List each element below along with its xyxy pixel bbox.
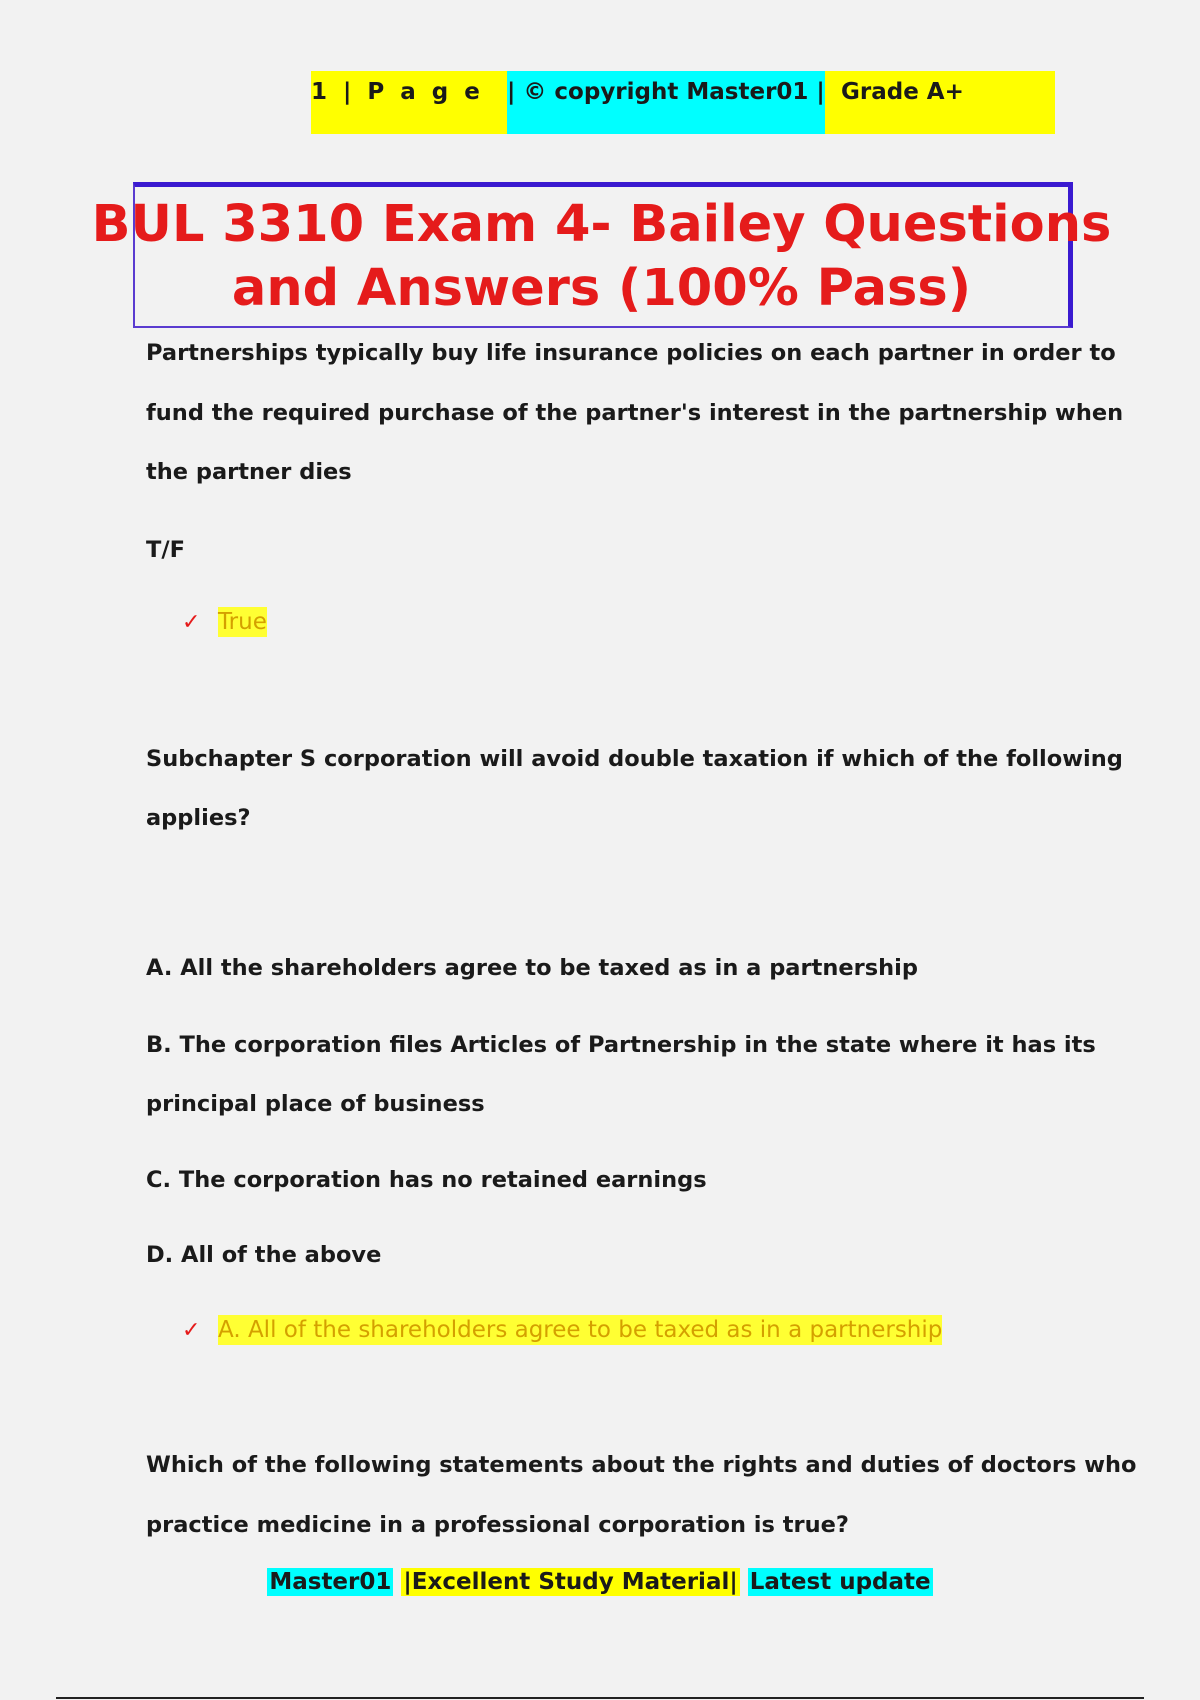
question-2-answer bbox=[182, 1315, 942, 1345]
question-2-option-c: C. The corporation has no retained earnings bbox=[146, 1167, 707, 1193]
question-2-option-d: D. All of the above bbox=[146, 1242, 382, 1268]
question-2-answer-text: A. All of the shareholders agree to be taxed as in a partnership bbox=[218, 1317, 943, 1343]
page-footer bbox=[0, 1568, 1200, 1596]
copyright-notice: | © copyright Master01 | bbox=[507, 71, 825, 134]
footer-author: Master01 bbox=[269, 1569, 392, 1595]
footer-tagline: |Excellent Study Material| bbox=[403, 1569, 738, 1595]
question-1-line-1: Partnerships typically buy life insurance policies on each partner in order to bbox=[146, 340, 1116, 366]
bottom-divider bbox=[56, 1697, 1144, 1699]
question-1-line-3: the partner dies bbox=[146, 459, 352, 485]
grade-label: Grade A+ bbox=[825, 71, 1055, 134]
page-number: 1 | P a g e bbox=[311, 71, 507, 134]
question-1-answer bbox=[182, 607, 267, 637]
question-3-line-1: Which of the following statements about the rights and duties of doctors who bbox=[146, 1452, 1137, 1478]
footer-update: Latest update bbox=[749, 1569, 931, 1595]
document-title-line-1: BUL 3310 Exam 4- Bailey Questions bbox=[91, 194, 1112, 254]
check-mark-icon: ✓ bbox=[182, 1317, 201, 1343]
check-mark-icon: ✓ bbox=[182, 609, 201, 635]
question-2-option-a: A. All the shareholders agree to be taxed as in a partnership bbox=[146, 955, 918, 981]
question-3-line-2: practice medicine in a professional corporation is true? bbox=[146, 1512, 849, 1538]
question-2-line-1: Subchapter S corporation will avoid double taxation if which of the following bbox=[146, 746, 1123, 772]
question-1-line-2: fund the required purchase of the partner's interest in the partnership when bbox=[146, 400, 1124, 426]
question-1-answer-text: True bbox=[218, 609, 267, 635]
question-2-option-b-line-1: B. The corporation files Articles of Partnership in the state where it has its bbox=[146, 1032, 1096, 1058]
document-title-box bbox=[91, 182, 1112, 328]
question-2-line-2: applies? bbox=[146, 805, 251, 831]
document-title-line-2: and Answers (100% Pass) bbox=[231, 258, 972, 318]
question-1-format: T/F bbox=[146, 537, 185, 563]
question-2-option-b-line-2: principal place of business bbox=[146, 1091, 485, 1117]
page-header bbox=[311, 71, 1055, 134]
